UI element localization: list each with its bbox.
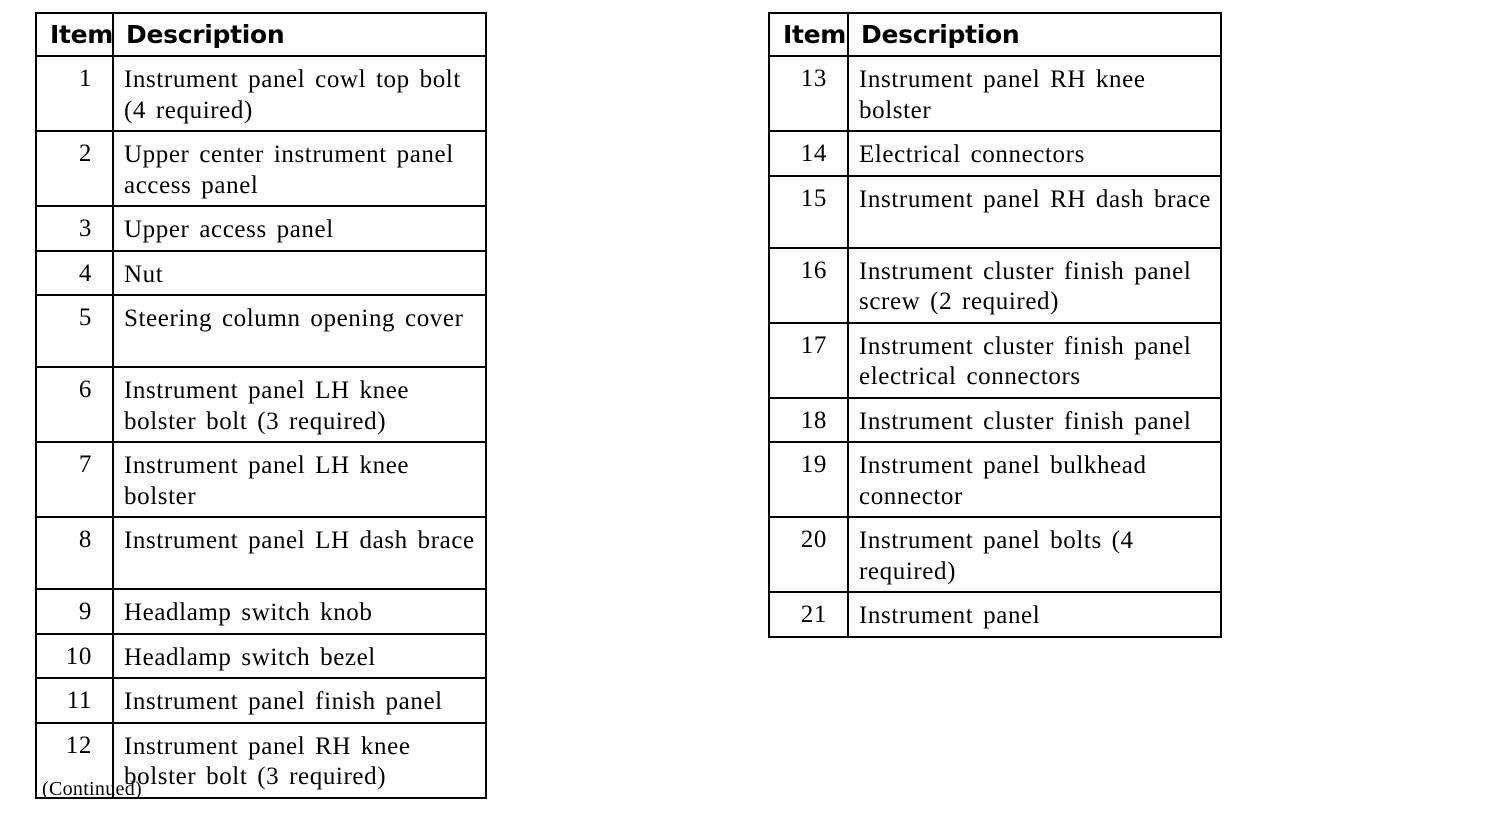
item-description: Instrument cluster finish panel electrical connectors bbox=[848, 323, 1221, 398]
item-number: 6 bbox=[36, 367, 113, 442]
table-row bbox=[36, 442, 486, 517]
item-number: 11 bbox=[36, 678, 113, 723]
item-number: 14 bbox=[769, 131, 848, 176]
table-row bbox=[769, 592, 1221, 637]
table-row bbox=[36, 589, 486, 634]
item-description: Instrument panel bolts (4 required) bbox=[848, 517, 1221, 592]
item-description: Instrument panel bbox=[848, 592, 1221, 637]
item-number: 12 bbox=[36, 723, 113, 798]
header-row bbox=[769, 13, 1221, 56]
item-number: 16 bbox=[769, 248, 848, 323]
item-number: 3 bbox=[36, 206, 113, 251]
table-row bbox=[36, 251, 486, 296]
item-number: 21 bbox=[769, 592, 848, 637]
item-description: Headlamp switch bezel bbox=[113, 634, 486, 679]
item-number: 19 bbox=[769, 442, 848, 517]
table-row bbox=[36, 678, 486, 723]
table-row bbox=[769, 131, 1221, 176]
item-number: 5 bbox=[36, 295, 113, 367]
table-row bbox=[769, 56, 1221, 131]
item-number: 1 bbox=[36, 56, 113, 131]
item-description: Instrument panel LH dash brace bbox=[113, 517, 486, 589]
item-number: 9 bbox=[36, 589, 113, 634]
item-number: 20 bbox=[769, 517, 848, 592]
item-description: Upper center instrument panel access panel bbox=[113, 131, 486, 206]
item-description: Nut bbox=[113, 251, 486, 296]
description-column-header: Description bbox=[113, 13, 486, 56]
table-row bbox=[769, 176, 1221, 248]
item-number: 4 bbox=[36, 251, 113, 296]
item-description: Electrical connectors bbox=[848, 131, 1221, 176]
item-number: 2 bbox=[36, 131, 113, 206]
item-description: Instrument cluster finish panel screw (2 required) bbox=[848, 248, 1221, 323]
item-description: Instrument panel finish panel bbox=[113, 678, 486, 723]
item-number: 17 bbox=[769, 323, 848, 398]
item-description: Upper access panel bbox=[113, 206, 486, 251]
item-number: 10 bbox=[36, 634, 113, 679]
table-row bbox=[769, 323, 1221, 398]
table-row bbox=[36, 367, 486, 442]
description-column-header: Description bbox=[848, 13, 1221, 56]
table-row bbox=[36, 517, 486, 589]
item-description: Instrument panel RH knee bolster bolt (3 required) bbox=[113, 723, 486, 798]
table-row bbox=[36, 206, 486, 251]
parts-table-left bbox=[35, 12, 487, 799]
item-number: 18 bbox=[769, 398, 848, 443]
item-description: Instrument panel LH knee bolster bbox=[113, 442, 486, 517]
table-row bbox=[36, 56, 486, 131]
item-number: 13 bbox=[769, 56, 848, 131]
header-row bbox=[36, 13, 486, 56]
item-description: Instrument panel LH knee bolster bolt (3 required) bbox=[113, 367, 486, 442]
item-description: Instrument panel bulkhead connector bbox=[848, 442, 1221, 517]
table-row bbox=[36, 634, 486, 679]
item-description: Instrument cluster finish panel bbox=[848, 398, 1221, 443]
table-row bbox=[36, 131, 486, 206]
table-row bbox=[36, 295, 486, 367]
item-description: Instrument panel cowl top bolt (4 required) bbox=[113, 56, 486, 131]
item-number: 8 bbox=[36, 517, 113, 589]
parts-table-right bbox=[768, 12, 1222, 638]
item-number: 15 bbox=[769, 176, 848, 248]
item-column-header: Item bbox=[36, 13, 113, 56]
table-row bbox=[769, 398, 1221, 443]
table-row bbox=[769, 442, 1221, 517]
table-row bbox=[769, 517, 1221, 592]
continued-note: (Continued) bbox=[42, 778, 142, 800]
item-column-header: Item bbox=[769, 13, 848, 56]
item-number: 7 bbox=[36, 442, 113, 517]
item-description: Headlamp switch knob bbox=[113, 589, 486, 634]
item-description: Instrument panel RH knee bolster bbox=[848, 56, 1221, 131]
table-row bbox=[769, 248, 1221, 323]
item-description: Instrument panel RH dash brace bbox=[848, 176, 1221, 248]
item-description: Steering column opening cover bbox=[113, 295, 486, 367]
